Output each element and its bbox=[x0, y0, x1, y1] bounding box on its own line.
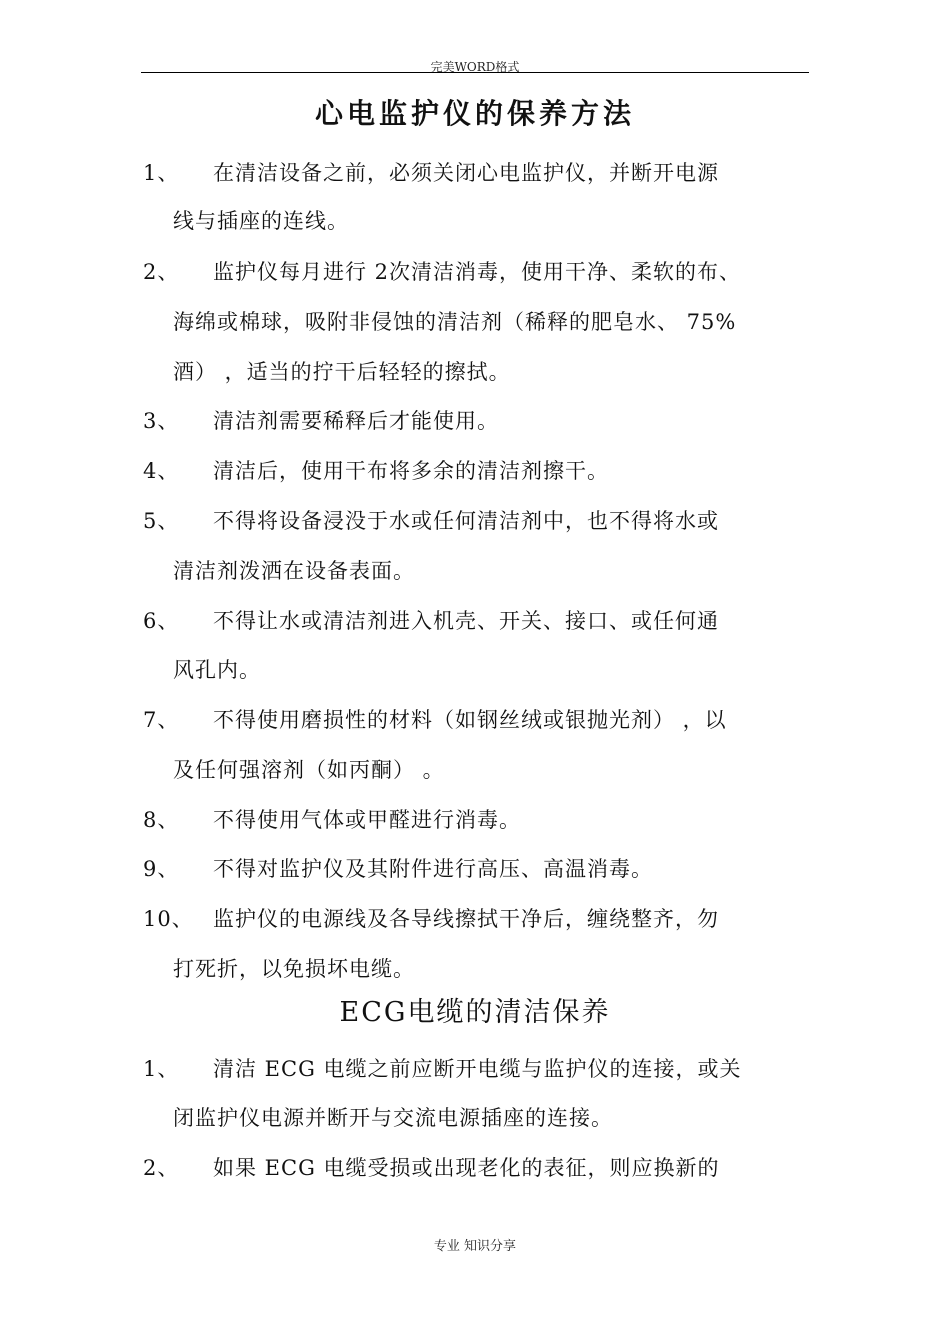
item-text: 监护仪的电源线及各导线擦拭干净后，缠绕整齐，勿 bbox=[213, 907, 719, 931]
item-text: 酒） ，适当的拧干后轻轻的擦拭。 bbox=[173, 360, 511, 384]
item-text: 不得使用磨损性的材料（如钢丝绒或银抛光剂） ，以 bbox=[213, 708, 727, 732]
item-number: 3、 bbox=[143, 409, 180, 433]
item-number: 10、 bbox=[143, 907, 194, 931]
item-number: 4、 bbox=[143, 459, 180, 483]
item-number: 2、 bbox=[143, 1156, 180, 1180]
item-text: 风孔内。 bbox=[173, 658, 261, 682]
item-number: 9、 bbox=[143, 857, 180, 881]
item-number: 2、 bbox=[143, 260, 180, 284]
item-number: 6、 bbox=[143, 609, 180, 633]
item-text: 如果 ECG 电缆受损或出现老化的表征，则应换新的 bbox=[213, 1156, 720, 1180]
item-text: 监护仪每月进行 2次清洁消毒，使用干净、柔软的布、 bbox=[213, 260, 742, 284]
item-text: 在清洁设备之前，必须关闭心电监护仪，并断开电源 bbox=[213, 161, 719, 185]
item-text: 海绵或棉球，吸附非侵蚀的清洁剂（稀释的肥皂水、 75% bbox=[173, 310, 737, 334]
page-header: 完美WORD格式 bbox=[430, 60, 520, 74]
item-text: 清洁 ECG 电缆之前应断开电缆与监护仪的连接，或关 bbox=[213, 1057, 742, 1081]
item-text: 不得对监护仪及其附件进行高压、高温消毒。 bbox=[213, 857, 653, 881]
item-text: 清洁后，使用干布将多余的清洁剂擦干。 bbox=[213, 459, 609, 483]
page-title: 心电监护仪的保养方法 bbox=[314, 97, 635, 130]
item-number: 7、 bbox=[143, 708, 180, 732]
item-text: 清洁剂需要稀释后才能使用。 bbox=[213, 409, 499, 433]
item-number: 1、 bbox=[143, 161, 180, 185]
item-text: 清洁剂泼洒在设备表面。 bbox=[173, 559, 415, 583]
item-text: 线与插座的连线。 bbox=[173, 209, 349, 233]
item-text: 及任何强溶剂（如丙酮） 。 bbox=[173, 758, 445, 782]
item-text: 不得使用气体或甲醛进行消毒。 bbox=[213, 808, 521, 832]
section-title: ECG电缆的清洁保养 bbox=[339, 997, 611, 1028]
item-text: 打死折，以免损坏电缆。 bbox=[173, 957, 415, 981]
item-number: 5、 bbox=[143, 509, 180, 533]
item-text: 闭监护仪电源并断开与交流电源插座的连接。 bbox=[173, 1106, 613, 1130]
page-footer: 专业 知识分享 bbox=[433, 1239, 517, 1254]
item-text: 不得将设备浸没于水或任何清洁剂中，也不得将水或 bbox=[213, 509, 719, 533]
header-rule bbox=[141, 72, 809, 73]
item-number: 8、 bbox=[143, 808, 180, 832]
item-number: 1、 bbox=[143, 1057, 180, 1081]
item-text: 不得让水或清洁剂进入机壳、开关、接口、或任何通 bbox=[213, 609, 719, 633]
